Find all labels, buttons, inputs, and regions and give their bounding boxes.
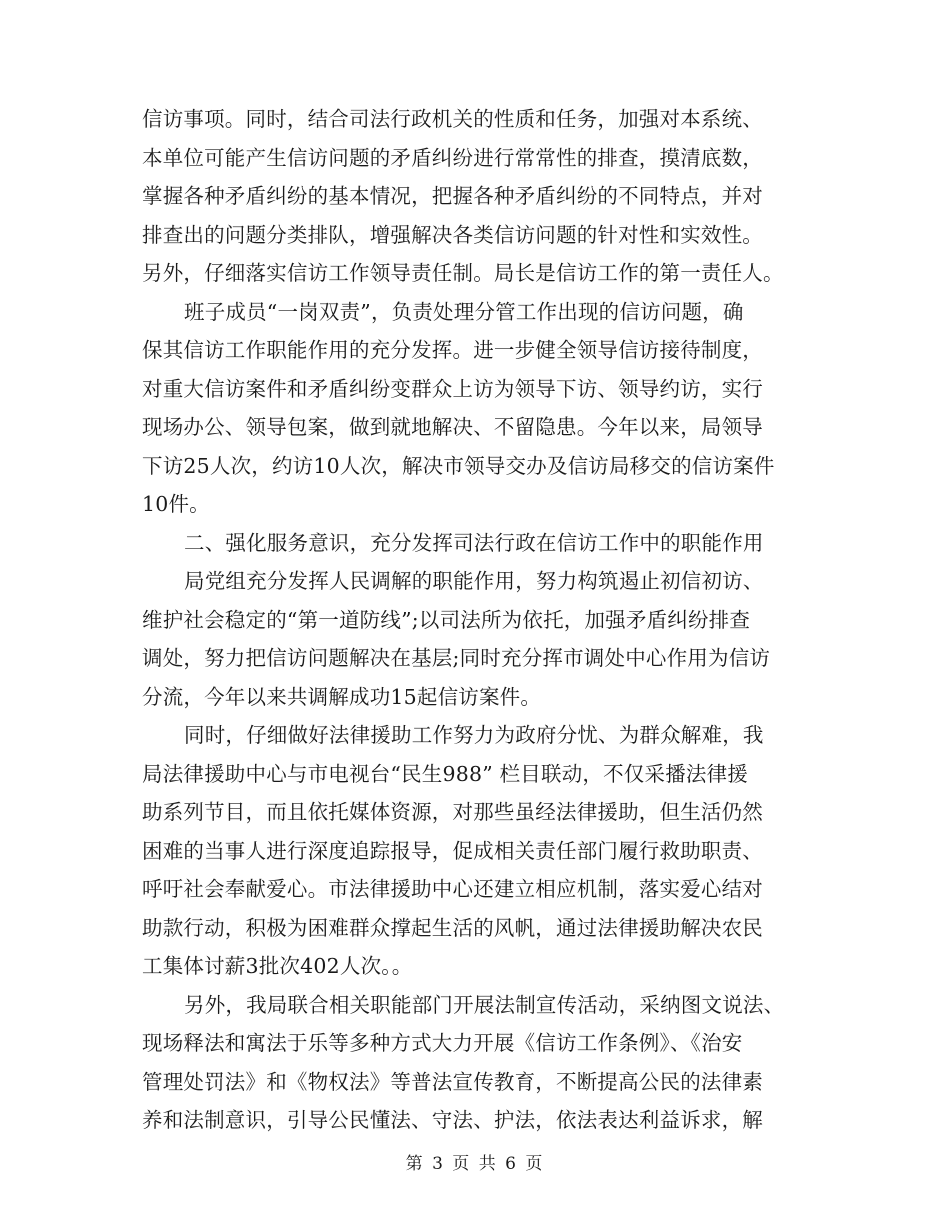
text-line: 信访事项。同时，结合司法行政机关的性质和任务，加强对本系统、	[142, 107, 763, 131]
text-line: 现场办公、领导包案，做到就地解决、不留隐患。今年以来，局领导	[142, 415, 763, 439]
text-line: 管理处罚法》和《物权法》等普法宣传教育，不断提高公民的法律素	[142, 1069, 763, 1094]
text-line: 助款行动，积极为困难群众撑起生活的风帆，通过法律援助解决农民	[142, 915, 763, 940]
text-line: 下访25人次，约访10人次，解决市领导交办及信访局移交的信访案件	[142, 453, 775, 478]
text-line: 助系列节目，而且依托媒体资源，对那些虽经法律援助，但生活仍然	[142, 800, 763, 824]
text-line: 同时，仔细做好法律援助工作努力为政府分忧、为群众解难，我	[184, 723, 764, 747]
text-line: 班子成员“一岗双责”，负责处理分管工作出现的信访问题，确	[184, 299, 744, 324]
text-line: 局党组充分发挥人民调解的职能作用，努力构筑遏止初信初访、	[184, 569, 764, 593]
text-line: 困难的当事人进行深度追踪报导，促成相关责任部门履行救助职责、	[142, 838, 763, 863]
text-line: 排查出的问题分类排队，增强解决各类信访问题的针对性和实效性。	[142, 222, 763, 247]
text-line: 另外，我局联合相关职能部门开展法制宣传活动，采纳图文说法、	[184, 992, 785, 1017]
text-line: 现场释法和寓法于乐等多种方式大力开展《信访工作条例》、《治安	[142, 1031, 743, 1055]
text-line: 调处，努力把信访问题解决在基层;同时充分挥市调处中心作用为信访	[142, 646, 771, 670]
text-line: 维护社会稳定的“第一道防线”;以司法所为依托，加强矛盾纠纷排查	[142, 607, 751, 632]
text-line: 二、强化服务意识，充分发挥司法行政在信访工作中的职能作用	[184, 530, 764, 555]
document-body	[142, 100, 822, 1140]
text-line: 另外，仔细落实信访工作领导责任制。局长是信访工作的第一责任人。	[142, 261, 784, 285]
text-line: 掌握各种矛盾纠纷的基本情况，把握各种矛盾纠纷的不同特点，并对	[142, 184, 763, 208]
text-line: 10件。	[142, 492, 210, 516]
page-number-footer: 第 3 页 共 6 页	[405, 1154, 545, 1174]
text-line: 保其信访工作职能作用的充分发挥。进一步健全领导信访接待制度，	[142, 338, 763, 362]
text-line: 工集体讨薪3批次402人次。。	[142, 954, 413, 978]
text-line: 分流，今年以来共调解成功15起信访案件。	[142, 684, 542, 709]
text-line: 局法律援助中心与市电视台“民生988” 栏目联动，不仅采播法律援	[142, 761, 749, 786]
text-line: 本单位可能产生信访问题的矛盾纠纷进行常常性的排查，摸清底数，	[142, 145, 763, 170]
text-line: 呼吁社会奉献爱心。市法律援助中心还建立相应机制，落实爱心结对	[142, 877, 763, 901]
text-line: 养和法制意识，引导公民懂法、守法、护法，依法表达利益诉求，解	[142, 1108, 763, 1132]
text-line: 对重大信访案件和矛盾纠纷变群众上访为领导下访、领导约访，实行	[142, 376, 763, 401]
